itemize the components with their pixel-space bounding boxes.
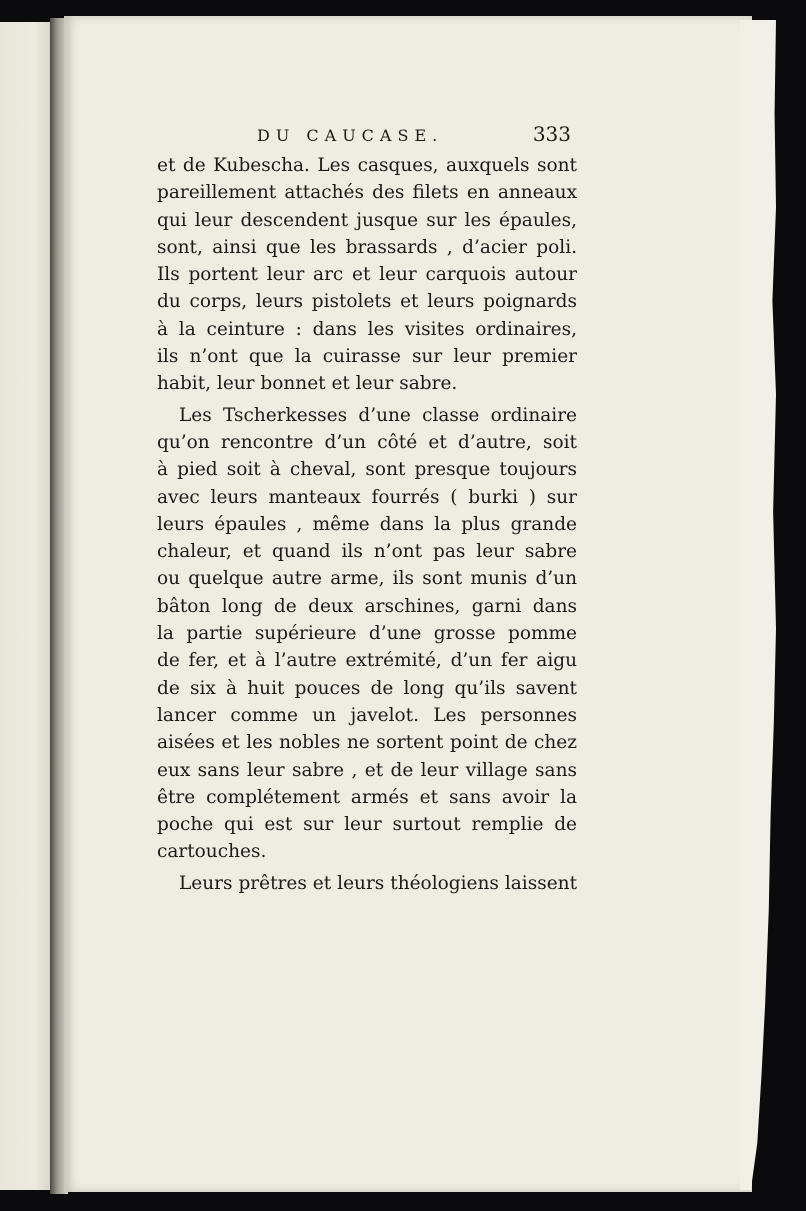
text-line: de fer, et à l’autre extrémité, d’un fer aigu (157, 650, 577, 672)
text-line: leurs épaules , même dans la plus grande (157, 513, 577, 535)
text-line: eux sans leur sabre , et de leur village sans (157, 759, 577, 781)
page-ragged-edge (740, 20, 776, 1190)
text-line: Leurs prêtres et leurs théologiens laissent (179, 872, 577, 894)
running-head-title: DU CAUCASE. (257, 126, 444, 145)
text-line: du corps, leurs pistolets et leurs poignards (157, 291, 577, 313)
text-line: poche qui est sur leur surtout remplie de (157, 814, 577, 836)
paragraph (157, 152, 577, 398)
text-line: Ils portent leur arc et leur carquois autour (157, 264, 577, 286)
text-line: de six à huit pouces de long qu’ils savent (157, 677, 577, 699)
text-line: cartouches. (157, 841, 267, 863)
text-line: qu’on rencontre d’un côté et d’autre, soit (157, 431, 577, 453)
text-line: qui leur descendent jusque sur les épaules, (157, 209, 577, 231)
text-line: lancer comme un javelot. Les personnes (157, 704, 577, 726)
text-line: pareillement attachés des filets en anneaux (157, 182, 577, 204)
previous-page-edge (0, 22, 52, 1190)
running-head (157, 122, 577, 152)
text-line: à pied soit à cheval, sont presque toujours (157, 459, 577, 481)
text-line: Les Tscherkesses d’une classe ordinaire (179, 404, 577, 426)
text-line: la partie supérieure d’une grosse pomme (157, 623, 577, 645)
text-line: sont, ainsi que les brassards , d’acier poli. (157, 236, 577, 258)
paragraph (157, 870, 577, 897)
text-line: et de Kubescha. Les casques, auxquels sont (157, 155, 577, 176)
paragraph (157, 402, 577, 866)
text-line: habit, leur bonnet et leur sabre. (157, 373, 458, 395)
text-line: ou quelque autre arme, ils sont munis d’un (157, 568, 577, 590)
page-text (157, 122, 577, 897)
text-line: aisées et les nobles ne sortent point de chez (157, 732, 577, 754)
text-line: bâton long de deux arschines, garni dans (157, 595, 577, 617)
text-line: avec leurs manteaux fourrés ( burki ) sur (157, 486, 577, 508)
text-line: à la ceinture : dans les visites ordinaires, (157, 318, 577, 340)
text-line: ils n’ont que la cuirasse sur leur premier (157, 346, 577, 368)
page-number: 333 (532, 122, 571, 146)
text-line: chaleur, et quand ils n’ont pas leur sabre (157, 541, 577, 563)
text-line: être complétement armés et sans avoir la (157, 786, 577, 808)
